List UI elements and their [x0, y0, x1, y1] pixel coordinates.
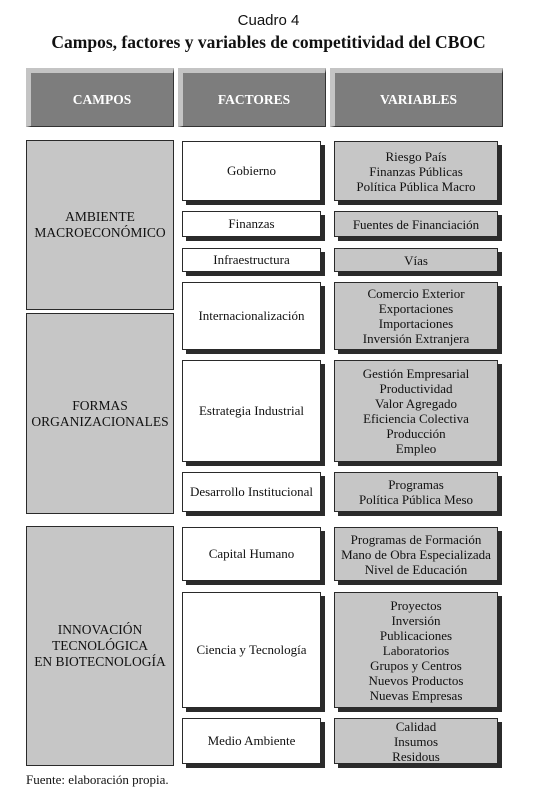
variable-item: Política Pública Meso — [358, 492, 474, 507]
variables-gobierno — [334, 141, 498, 201]
variable-item: Nuevas Empresas — [369, 687, 463, 703]
campo-line: AMBIENTE — [65, 209, 135, 224]
header-variables: VARIABLES — [330, 68, 503, 127]
table-caption-number: Cuadro 4 — [237, 12, 300, 29]
source-note: Fuente: elaboración propia. — [26, 772, 169, 787]
variable-item: Fuentes de Financiación — [352, 216, 480, 232]
variables-capital-humano — [334, 527, 498, 581]
variable-item: Insumos — [393, 733, 439, 749]
variable-item: Nuevos Productos — [368, 672, 464, 688]
variables-medio-ambiente — [334, 718, 498, 764]
variables-internacionalizacion — [334, 282, 498, 350]
factor-medio-ambiente: Medio Ambiente — [182, 718, 321, 764]
variable-item: Exportaciones — [378, 301, 454, 316]
table-title: Campos, factores y variables de competitividad del CBOC — [51, 32, 486, 52]
campo-line: MACROECONÓMICO — [34, 225, 166, 240]
variable-item: Producción — [386, 426, 446, 441]
campo-ambiente-macroeconomico — [26, 140, 174, 310]
factor-finanzas: Finanzas — [182, 211, 321, 237]
variable-item: Inversión — [391, 612, 441, 628]
variable-item: Residous — [392, 748, 440, 764]
variable-item: Programas — [388, 477, 444, 492]
campo-line: FORMAS — [72, 397, 128, 413]
variable-item: Publicaciones — [379, 627, 453, 643]
campo-line: TECNOLÓGICA — [51, 638, 148, 653]
variable-item: Política Pública Macro — [356, 178, 476, 194]
variable-item: Riesgo País — [385, 148, 447, 164]
variable-item: Valor Agregado — [375, 396, 457, 411]
factor-infraestructura: Infraestructura — [182, 248, 321, 272]
variable-item: Productividad — [379, 381, 453, 396]
header-campos: CAMPOS — [26, 68, 174, 127]
header-factores: FACTORES — [178, 68, 326, 127]
variable-item: Grupos y Centros — [370, 657, 462, 673]
campo-innovacion-tecnologica — [26, 526, 174, 766]
variable-item: Finanzas Públicas — [369, 163, 463, 179]
variables-estrategia-industrial — [334, 360, 498, 462]
variable-item: Nivel de Educación — [364, 561, 468, 577]
variable-item: Proyectos — [390, 597, 442, 613]
variable-item: Comercio Exterior — [367, 286, 465, 301]
campo-line: INNOVACIÓN — [57, 622, 143, 637]
variable-item: Importaciones — [378, 316, 454, 331]
variable-item: Programas de Formación — [350, 531, 482, 547]
variable-item: Inversión Extranjera — [362, 331, 470, 346]
variable-item: Eficiencia Colectiva — [363, 411, 469, 426]
variable-item: Calidad — [395, 718, 437, 734]
variable-item: Laboratorios — [382, 642, 450, 658]
factor-capital-humano: Capital Humano — [182, 527, 321, 581]
variable-item: Vías — [404, 252, 428, 268]
variables-desarrollo-institucional — [334, 472, 498, 512]
variable-item: Empleo — [395, 441, 437, 456]
campo-line: EN BIOTECNOLOGÍA — [34, 654, 166, 669]
factor-gobierno: Gobierno — [182, 141, 321, 201]
campo-formas-organizacionales — [26, 313, 174, 514]
variable-item: Gestión Empresarial — [362, 366, 470, 381]
factor-ciencia-tecnologia: Ciencia y Tecnología — [182, 592, 321, 708]
factor-internacionalizacion: Internacionalización — [182, 282, 321, 350]
factor-estrategia-industrial: Estrategia Industrial — [182, 360, 321, 462]
variables-infraestructura — [334, 248, 498, 272]
variable-item: Mano de Obra Especializada — [341, 546, 491, 562]
campo-line: ORGANIZACIONALES — [31, 413, 169, 429]
factor-desarrollo-institucional: Desarrollo Institucional — [182, 472, 321, 512]
variables-finanzas — [334, 211, 498, 237]
variables-ciencia-tecnologia — [334, 592, 498, 708]
